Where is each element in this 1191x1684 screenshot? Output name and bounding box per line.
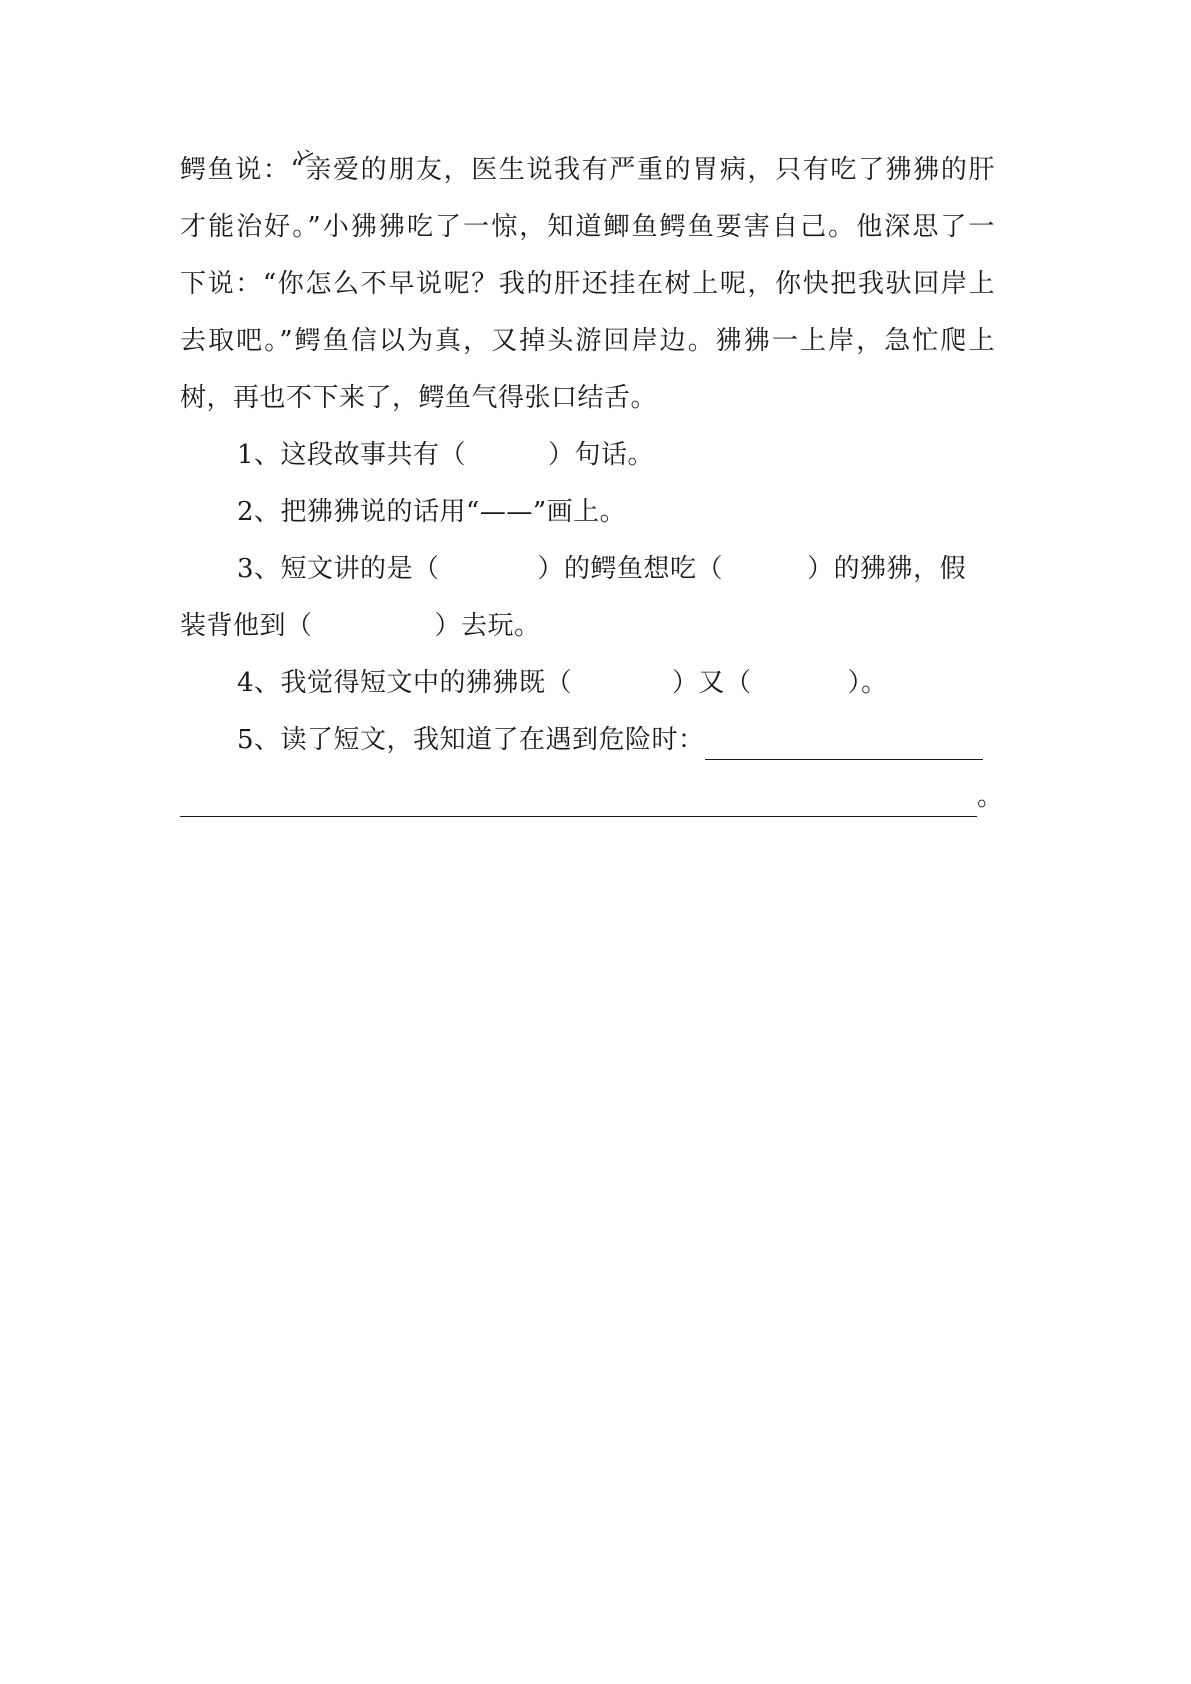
- question-4-text-2: ）又（: [672, 668, 752, 698]
- question-5-answer-line-1[interactable]: [705, 731, 983, 760]
- question-2: 2、把狒狒说的话用“——”画上。: [237, 497, 627, 527]
- question-5-answer-line-2[interactable]: [180, 788, 977, 817]
- question-5-line-2: [180, 777, 1004, 817]
- question-5-text: 5、读了短文，我知道了在遇到危险时：: [237, 725, 705, 755]
- question-3-line-2: [180, 606, 995, 646]
- question-5-end-mark: 。: [977, 782, 1004, 812]
- question-1-text-before: 1、这段故事共有（: [237, 440, 467, 470]
- passage-line-4: 去取吧。”鳄鱼信以为真，又掉头游回岸边。狒狒一上岸，急忙爬上: [180, 326, 995, 356]
- passage-line-2: 才能治好。”小狒狒吃了一惊，知道鲫鱼鳄鱼要害自己。他深思了一: [180, 212, 995, 242]
- question-3-text-2: ）的鳄鱼想吃（: [537, 554, 724, 584]
- question-3-line-1: [237, 549, 995, 589]
- question-1: [237, 435, 995, 475]
- passage-line-5: 树，再也不下来了，鳄鱼气得张口结舌。: [180, 383, 658, 413]
- question-5-line-1: [237, 720, 995, 760]
- passage-line-3: 下说：“你怎么不早说呢？我的肝还挂在树上呢，你快把我驮回岸上: [180, 269, 995, 299]
- question-3-text-1: 3、短文讲的是（: [237, 554, 440, 584]
- passage-line-1: 鳄鱼说：“亲爱的朋友，医生说我有严重的胃病，只有吃了狒狒的肝: [180, 155, 995, 185]
- question-3-text-3: ）的狒狒，假: [807, 554, 967, 584]
- question-3-text-5: ）去玩。: [434, 611, 541, 641]
- question-1-text-after: ）句话。: [548, 440, 655, 470]
- question-4-text-3: ）。: [847, 668, 888, 698]
- question-3-text-4: 装背他到（: [180, 611, 313, 641]
- question-4: [237, 663, 995, 703]
- question-4-text-1: 4、我觉得短文中的狒狒既（: [237, 668, 573, 698]
